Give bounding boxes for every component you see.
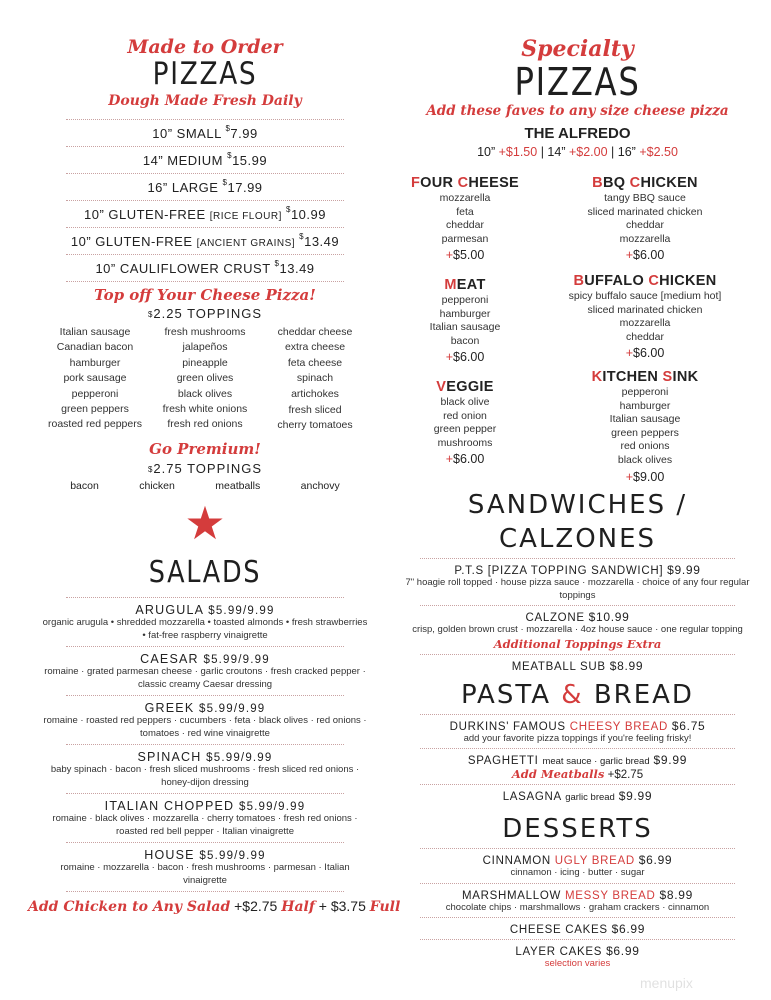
note-text: Additional Toppings Extra: [493, 636, 662, 651]
name-initial: C: [648, 273, 660, 289]
pasta-word: PASTA: [461, 679, 551, 710]
name-initial: F: [410, 175, 421, 191]
topping-item: pork sausage: [63, 372, 127, 385]
salad-name: [66, 799, 344, 813]
salad-price: $5.99/9.99: [203, 654, 270, 666]
salad-item: [60, 842, 350, 891]
salad-item: [52, 793, 358, 842]
ingredient: mushrooms: [437, 436, 493, 449]
watermark: menupix: [640, 975, 693, 991]
currency: $: [147, 465, 154, 474]
premium-topping: anchovy: [300, 480, 340, 492]
menu-item: [412, 605, 743, 654]
size-price: 10.99: [290, 207, 326, 222]
bread-word: BREAD: [593, 679, 694, 710]
salads-title: SALADS: [148, 555, 262, 590]
premium-topping: bacon: [70, 480, 99, 492]
name-rest: BQ: [602, 175, 626, 191]
name-rest: INK: [672, 369, 699, 385]
topping-item: black olives: [177, 387, 233, 400]
sandwiches-list: [400, 558, 755, 676]
item-name-line: [420, 789, 735, 803]
ingredient: parmesan: [441, 232, 489, 245]
specialty-pizzas-title: PIZZAS: [514, 60, 641, 104]
size-row: [66, 227, 344, 254]
item-price: $9.99: [667, 563, 701, 577]
item-name-line: [420, 888, 735, 902]
full-price: + $3.75: [318, 898, 366, 914]
size-note: [RICE FLOUR]: [209, 211, 282, 222]
specialty-heading: Specialty: [521, 36, 634, 62]
divider: [66, 891, 344, 892]
alfredo-price: +$1.50: [498, 145, 538, 159]
ingredient: cheddar: [626, 330, 664, 343]
topping-item: fresh mushrooms: [164, 326, 246, 338]
item-price: $6.99: [638, 853, 673, 867]
salad-price: $5.99/9.99: [199, 850, 266, 862]
alfredo-name: THE ALFREDO: [524, 125, 631, 142]
item-name: LAYER CAKES: [515, 946, 603, 958]
menu-item: [420, 748, 735, 784]
specialty-pizza-price: +$6.00: [625, 248, 665, 263]
topping-item: green olives: [176, 372, 234, 385]
specialty-pizza-price-line: [410, 246, 520, 264]
add-chicken-label: Add Chicken to Any Salad: [28, 899, 231, 915]
item-name-highlight: UGLY BREAD: [554, 855, 635, 867]
specialty-pizza-name: [410, 276, 520, 294]
size-price: 13.49: [279, 261, 315, 276]
ingredient: green peppers: [611, 426, 679, 439]
ingredient: sliced marinated chicken: [587, 205, 703, 218]
name-rest: HICKEN: [640, 175, 698, 191]
ingredient: cheddar: [626, 219, 664, 232]
topping-item: feta cheese: [287, 356, 343, 369]
pasta-list: [400, 714, 755, 807]
made-to-order-heading: Made to Order: [127, 36, 283, 58]
ingredient: mozzarella: [619, 232, 671, 245]
size-name: 10” CAULIFLOWER CRUST: [95, 261, 271, 276]
name-rest: EAT: [456, 277, 486, 293]
size-price: 7.99: [230, 126, 258, 141]
ingredient: black olives: [617, 453, 673, 466]
specialty-pizza: [410, 378, 520, 468]
alfredo-size: 14”: [547, 145, 569, 159]
salad-item: [43, 695, 367, 744]
item-name-line: [420, 659, 735, 673]
item-name-line: [420, 753, 735, 767]
half-price: +$2.75: [234, 898, 278, 914]
ingredient: green pepper: [433, 423, 497, 436]
item-name: CALZONE: [525, 612, 585, 624]
item-name-line: [420, 853, 735, 867]
size-name: 16” LARGE: [147, 180, 219, 195]
toppings-grid: [40, 325, 370, 434]
premium-topping: meatballs: [215, 480, 261, 492]
salad-title: ITALIAN CHOPPED: [104, 799, 235, 813]
menu-item: [420, 714, 735, 749]
item-price: $6.75: [671, 718, 706, 733]
item-name: CHEESE CAKES: [509, 924, 608, 936]
note-price: +$2.75: [607, 769, 644, 781]
item-note: [420, 958, 735, 969]
size-price: 15.99: [232, 153, 268, 168]
item-price: $6.99: [606, 944, 640, 958]
name-rest: UFFALO: [584, 273, 645, 289]
separator: |: [607, 145, 618, 159]
pasta-bread-title: [400, 678, 755, 712]
menu-item: [420, 848, 735, 883]
specialty-pizza-name: [545, 368, 745, 386]
ingredient: feta: [456, 205, 474, 218]
name-rest: HEESE: [468, 175, 520, 191]
name-rest: OUR: [420, 175, 454, 191]
size-name: 10” GLUTEN-FREE: [83, 207, 206, 222]
specialty-pizza-price-line: [545, 468, 745, 486]
ingredient: tangy BBQ sauce: [604, 192, 686, 204]
item-price: $8.99: [659, 887, 693, 902]
salad-price: $5.99/9.99: [206, 752, 273, 764]
topping-item: artichokes: [291, 387, 339, 400]
name-initial: M: [444, 277, 457, 293]
salad-name: [66, 848, 344, 862]
full-label: Full: [369, 899, 401, 915]
item-name-highlight: CHEESY BREAD: [569, 720, 668, 733]
ingredient: Italian sausage: [609, 413, 681, 426]
size-name: 10” SMALL: [152, 126, 222, 141]
toppings-price: 2.25 TOPPINGS: [153, 306, 263, 321]
salad-description: romaine · roasted red peppers · cucumbers · feta · black olives · red onions · tomatoes · red wine vinaigrette: [43, 715, 367, 739]
item-price: $9.99: [618, 789, 653, 803]
specialty-pizza-price-line: [410, 348, 520, 366]
item-price: $8.99: [609, 658, 644, 673]
topping-item: hamburger: [69, 356, 121, 369]
alfredo-prices: [400, 145, 755, 159]
size-row: [66, 254, 344, 281]
name-rest: HICKEN: [659, 273, 717, 289]
salad-price: $5.99/9.99: [238, 801, 306, 813]
size-price: 13.49: [304, 234, 340, 249]
size-row: [66, 200, 344, 227]
item-name: DURKINS' FAMOUS: [449, 720, 566, 733]
ingredient: sliced marinated chicken: [587, 303, 703, 316]
item-name-line: [420, 719, 735, 733]
toppings-column: [40, 325, 150, 434]
topping-item: fresh sliced cherry tomatoes: [277, 404, 353, 432]
item-price: $10.99: [588, 610, 630, 624]
desserts-title: DESSERTS: [502, 814, 653, 844]
specialty-pizza-price-line: [545, 344, 745, 362]
specialty-pizza-price: +$9.00: [625, 469, 665, 484]
size-row: [66, 119, 344, 146]
item-description: cinnamon · icing · butter · sugar: [510, 867, 645, 878]
currency: $: [147, 310, 154, 319]
salad-title: ARUGULA: [135, 603, 204, 617]
menu-item: [420, 784, 735, 806]
size-row: [66, 173, 344, 200]
item-description: 7" hoagie roll topped · house pizza sauce · mozzarella · choice of any four regular toppings: [405, 577, 750, 601]
specialty-pizza-name: [410, 378, 520, 396]
ingredient: spicy buffalo sauce [medium hot]: [568, 290, 722, 302]
salad-title: CAESAR: [140, 652, 199, 666]
topping-item: Canadian bacon: [56, 341, 134, 354]
salad-description: baby spinach · bacon · fresh sliced mushrooms · fresh sliced red onions · honey-dijon dressing: [50, 764, 360, 788]
salad-description: romaine · grated parmesan cheese · garlic croutons · fresh cracked pepper · classic creamy Caesar dressing: [44, 666, 366, 690]
specialty-pizza-price: +$6.00: [445, 452, 485, 467]
name-initial: C: [457, 175, 469, 191]
topping-item: extra cheese: [284, 341, 346, 354]
salad-item: [42, 597, 368, 646]
size-name: 14” MEDIUM: [142, 153, 223, 168]
item-name: LASAGNA: [502, 791, 562, 803]
menu-item: [420, 939, 735, 972]
note-text: Add Meatballs: [511, 767, 605, 781]
topping-item: green peppers: [61, 403, 129, 416]
premium-toppings: [40, 480, 370, 492]
specialty-pizza: [410, 276, 520, 366]
salad-description: romaine · black olives · mozzarella · cherry tomatoes · fresh red onions · roasted red bell pepper · Italian vinaigrette: [52, 813, 358, 837]
pizza-sizes-list: [40, 119, 370, 282]
menu-item: [420, 883, 735, 918]
toppings-price-heading: [40, 306, 370, 324]
salad-item: [50, 744, 360, 793]
alfredo-price: +$2.00: [568, 145, 608, 159]
size-row: [66, 146, 344, 173]
size-name: 10” GLUTEN-FREE: [70, 234, 193, 249]
specialty-subtitle: Add these faves to any size cheese pizza: [426, 103, 729, 119]
ampersand: &: [561, 679, 584, 710]
specialty-pizza-price: +$5.00: [445, 248, 485, 263]
size-price: 17.99: [227, 180, 263, 195]
salad-name: [66, 701, 344, 715]
alfredo-price: +$2.50: [639, 145, 678, 159]
topping-item: cheddar cheese: [277, 326, 353, 338]
specialty-pizza-name: [545, 272, 745, 290]
separator: |: [537, 145, 548, 159]
specialty-pizza: [410, 174, 520, 264]
ingredient: mozzarella: [619, 317, 671, 330]
specialty-pizza: [545, 368, 745, 486]
item-name-line: [420, 610, 735, 624]
name-initial: K: [591, 369, 603, 385]
item-name: CINNAMON: [482, 855, 551, 867]
go-premium-heading: Go Premium!: [149, 440, 261, 458]
menu-item: [420, 917, 735, 939]
alfredo-size: 10”: [477, 145, 499, 159]
salad-title: SPINACH: [137, 750, 202, 764]
menu-item: [420, 654, 735, 676]
salad-description: organic arugula • shredded mozzarella • toasted almonds • fresh strawberries • fat-free raspberry vinaigrette: [42, 617, 368, 641]
currency: $: [299, 232, 305, 241]
salads-list: [40, 597, 370, 892]
name-initial: S: [662, 369, 673, 385]
specialty-pizza: [545, 272, 745, 362]
item-sub: garlic bread: [565, 792, 615, 803]
sandwiches-title: SANDWICHES / CALZONES: [467, 490, 688, 554]
item-note: [420, 767, 735, 781]
specialty-pizza-price-line: [545, 246, 745, 264]
specialty-pizza-price-line: [410, 450, 520, 468]
premium-topping: chicken: [139, 480, 175, 492]
salad-name: [66, 750, 344, 764]
item-name-line: [420, 944, 735, 958]
name-rest: ITCHEN: [602, 369, 659, 385]
menu-item: [405, 558, 750, 605]
desserts-list: [400, 848, 755, 972]
topping-item: jalapeños: [182, 341, 228, 354]
item-description: chocolate chips · marshmallows · graham crackers · cinnamon: [445, 901, 710, 913]
item-description: crisp, golden brown crust · mozzarella · 4oz house sauce · one regular topping: [412, 624, 743, 635]
item-name-highlight: MESSY BREAD: [564, 889, 656, 902]
ingredient: pepperoni: [621, 386, 669, 398]
ingredient: pepperoni: [441, 294, 489, 306]
half-label: Half: [281, 899, 315, 915]
topping-item: fresh red onions: [167, 418, 243, 431]
pizzas-title: PIZZAS: [152, 56, 258, 92]
ingredient: hamburger: [439, 307, 491, 320]
specialty-pizza-name: [410, 174, 520, 192]
ingredient: red onion: [443, 409, 487, 422]
item-name: MARSHMALLOW: [462, 889, 562, 902]
topping-item: Italian sausage: [59, 326, 131, 338]
name-initial: C: [629, 175, 641, 191]
name-initial: B: [592, 175, 603, 191]
specialty-pizza-price: +$6.00: [625, 346, 665, 361]
currency: $: [225, 124, 231, 133]
specialty-pizza-name: [545, 174, 745, 192]
topping-item: pineapple: [182, 356, 228, 369]
add-chicken-note: [28, 898, 401, 915]
item-description: add your favorite pizza toppings if you're feeling frisky!: [463, 732, 692, 744]
alfredo-size: 16”: [617, 145, 640, 159]
salad-description: romaine · mozzarella · bacon · fresh mushrooms · parmesan · Italian vinaigrette: [60, 862, 350, 886]
star-icon: ★: [184, 497, 226, 549]
item-name: P.T.S [PIZZA TOPPING SANDWICH]: [454, 565, 664, 577]
currency: $: [286, 205, 291, 214]
dough-subtitle: Dough Made Fresh Daily: [108, 93, 302, 109]
item-name: SPAGHETTI: [467, 755, 539, 767]
ingredient: black olive: [440, 396, 490, 408]
salad-price: $5.99/9.99: [208, 605, 275, 617]
name-initial: B: [573, 273, 585, 289]
item-price: $9.99: [653, 753, 688, 767]
name-initial: V: [436, 379, 447, 395]
currency: $: [222, 178, 228, 187]
topping-item: pepperoni: [71, 387, 119, 400]
premium-price-heading: [40, 461, 370, 479]
currency: $: [274, 259, 280, 268]
salad-title: HOUSE: [144, 848, 195, 862]
item-name-line: [420, 563, 735, 577]
topping-item: spinach: [296, 372, 334, 385]
salad-name: [66, 652, 344, 666]
ingredient: mozzarella: [439, 192, 491, 204]
ingredient: red onions: [620, 440, 670, 453]
topping-item: fresh white onions: [162, 403, 248, 416]
premium-price: 2.75 TOPPINGS: [153, 461, 263, 476]
currency: $: [227, 151, 233, 160]
topping-item: roasted red peppers: [48, 418, 142, 431]
item-name: MEATBALL SUB: [511, 660, 606, 673]
ingredient: cheddar: [446, 219, 484, 232]
item-note: [420, 637, 735, 651]
item-price: $6.99: [611, 922, 646, 936]
salad-item: [44, 646, 366, 695]
specialty-pizza-price: +$6.00: [445, 350, 485, 365]
salad-name: [66, 603, 344, 617]
specialty-pizza: [545, 174, 745, 264]
item-name-line: [420, 922, 735, 936]
ingredient: Italian sausage: [429, 321, 501, 334]
ingredient: hamburger: [619, 399, 671, 412]
ingredient: bacon: [450, 334, 480, 347]
salad-title: GREEK: [144, 701, 195, 715]
toppings-column: [260, 325, 370, 434]
toppings-column: [150, 325, 260, 434]
name-rest: EGGIE: [446, 379, 494, 395]
item-sub: meat sauce · garlic bread: [542, 756, 650, 767]
top-off-heading: Top off Your Cheese Pizza!: [94, 286, 316, 304]
note-text: selection varies: [544, 958, 611, 969]
salad-price: $5.99/9.99: [199, 703, 266, 715]
size-note: [ANCIENT GRAINS]: [196, 238, 296, 249]
